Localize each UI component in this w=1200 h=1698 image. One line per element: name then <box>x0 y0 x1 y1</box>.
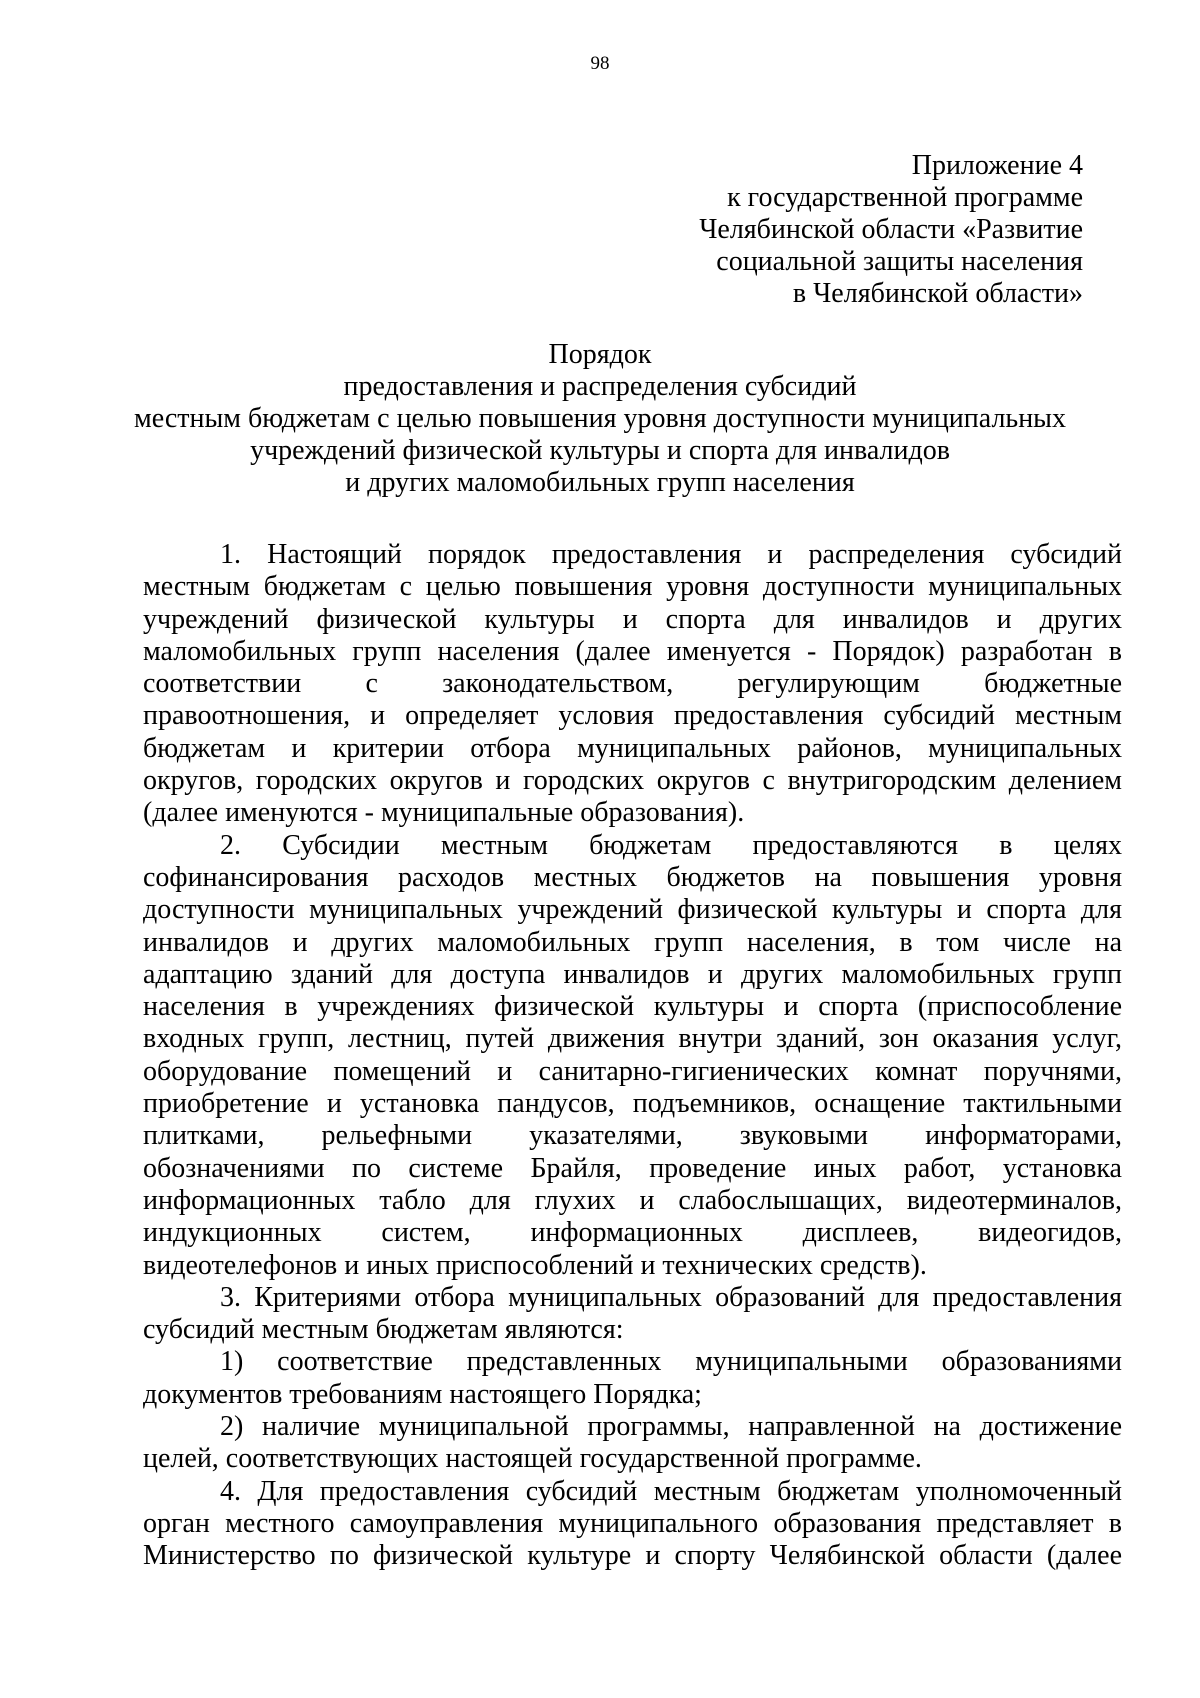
page-number: 98 <box>590 53 610 74</box>
document-title <box>0 339 1200 499</box>
body-line: 3. Критериями отбора муниципальных образований для предоставления <box>220 1281 1122 1313</box>
title-line: Порядок <box>548 339 652 370</box>
body-line: входных групп, лестниц, путей движения внутри зданий, зон оказания услуг, <box>143 1023 1122 1055</box>
title-line: учреждений физической культуры и спорта для инвалидов <box>250 435 950 466</box>
body-line: софинансирования расходов местных бюджетов на повышения уровня <box>143 861 1122 893</box>
body-line: адаптацию зданий для доступа инвалидов и других маломобильных групп <box>143 958 1122 990</box>
body-line: 1. Настоящий порядок предоставления и распределения субсидий <box>220 539 1122 570</box>
body-line: соответствии с законодательством, регулирующим бюджетные <box>143 668 1122 700</box>
body-line: населения в учреждениях физической культуры и спорта (приспособление <box>143 991 1122 1023</box>
body-line: (далее именуются - муниципальные образования). <box>143 797 745 829</box>
body-line: оборудование помещений и санитарно-гигиенических комнат поручнями, <box>143 1055 1122 1087</box>
body-line: плитками, рельефными указателями, звуковыми информаторами, <box>143 1120 1122 1152</box>
appendix-line: Челябинской области «Развитие <box>699 214 1083 245</box>
body-line: документов требованиям настоящего Порядка; <box>143 1378 702 1410</box>
appendix-header <box>699 150 1083 310</box>
body-line: видеотелефонов и иных приспособлений и технических средств). <box>143 1249 927 1281</box>
body-line: приобретение и установка пандусов, подъемников, оснащение тактильными <box>143 1088 1122 1120</box>
body-text <box>143 539 1122 1573</box>
body-line: доступности муниципальных учреждений физической культуры и спорта для <box>143 894 1122 926</box>
body-line: субсидий местным бюджетам являются: <box>143 1314 624 1346</box>
body-line: 4. Для предоставления субсидий местным бюджетам уполномоченный <box>220 1475 1122 1507</box>
body-line: 2) наличие муниципальной программы, направленной на достижение <box>220 1411 1122 1443</box>
body-line: округов, городских округов и городских округов с внутригородским делением <box>143 765 1122 797</box>
title-line: предоставления и распределения субсидий <box>343 371 857 402</box>
body-line: индукционных систем, информационных дисплеев, видеогидов, <box>143 1217 1122 1249</box>
body-line: бюджетам и критерии отбора муниципальных районов, муниципальных <box>143 732 1122 764</box>
body-line: маломобильных групп населения (далее именуется - Порядок) разработан в <box>143 635 1122 667</box>
body-line: орган местного самоуправления муниципального образования представляет в <box>143 1507 1122 1539</box>
body-line: информационных табло для глухих и слабослышащих, видеотерминалов, <box>143 1184 1122 1216</box>
body-line: учреждений физической культуры и спорта для инвалидов и других <box>143 603 1122 635</box>
body-line: 2. Субсидии местным бюджетам предоставляются в целях <box>220 829 1122 861</box>
appendix-line: к государственной программе <box>727 182 1083 213</box>
body-line: Министерство по физической культуре и спорту Челябинской области (далее <box>143 1540 1122 1572</box>
body-line: обозначениями по системе Брайля, проведение иных работ, установка <box>143 1152 1122 1184</box>
title-line: местным бюджетам с целью повышения уровня доступности муниципальных <box>134 403 1066 434</box>
appendix-line: социальной защиты населения <box>716 246 1083 277</box>
body-line: правоотношения, и определяет условия предоставления субсидий местным <box>143 700 1122 732</box>
title-line: и других маломобильных групп населения <box>345 467 855 498</box>
body-line: инвалидов и других маломобильных групп населения, в том числе на <box>143 926 1122 958</box>
body-line: местным бюджетам с целью повышения уровня доступности муниципальных <box>143 571 1122 603</box>
appendix-line: Приложение 4 <box>911 150 1083 181</box>
appendix-line: в Челябинской области» <box>792 278 1083 309</box>
body-line: 1) соответствие представленных муниципальными образованиями <box>220 1346 1122 1378</box>
body-line: целей, соответствующих настоящей государственной программе. <box>143 1443 922 1475</box>
